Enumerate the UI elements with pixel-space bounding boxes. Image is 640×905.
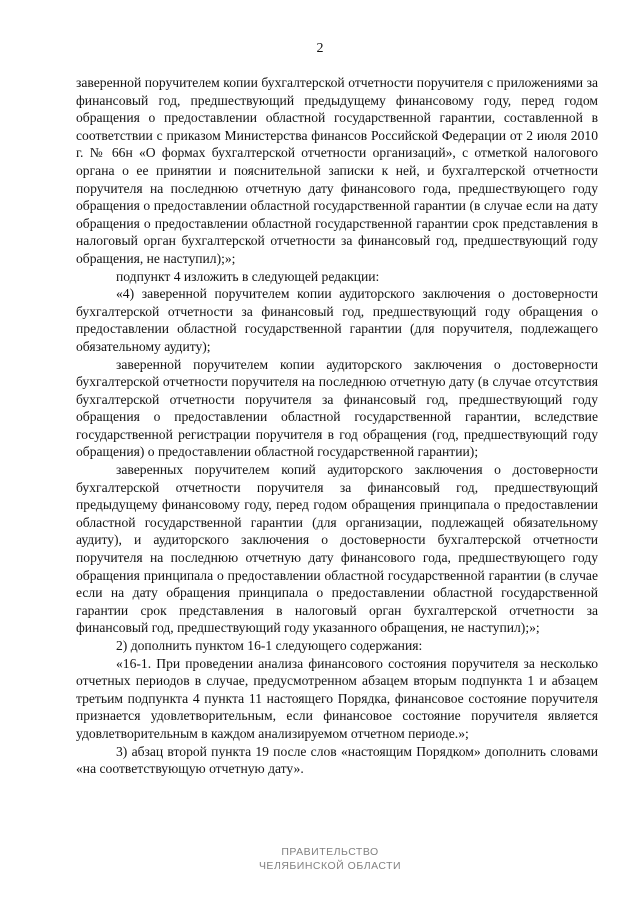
stamp-line-1: ПРАВИТЕЛЬСТВО	[281, 846, 379, 858]
paragraph-5: заверенных поручителем копий аудиторского заключения о достоверности бухгалтерской отчетности поручителя за финансовый год, предшествующий предыдущему финансовому году, перед годом обращения принципала о предоставлении областной государственной гарантии (для организации, подлежащей обязательному аудиту), и аудиторского заключения о достоверности бухгалтерской отчетности поручителя на последнюю отчетную дату финансового года, предшествующего году обращения принципала о предоставлении областной государственной гарантии (в случае если на дату обращения принципала о предоставлении областной государственной гарантии срок представления в налоговый орган бухгалтерской отчетности за финансовый год, предшествующий году указанного обращения, не наступил);»;	[76, 462, 598, 636]
paragraph-4: заверенной поручителем копии аудиторского заключения о достоверности бухгалтерской отчетности поручителя на последнюю отчетную дату (в случае отсутствия бухгалтерской отчетности поручителя за финансовый год, предшествующий году обращения о предоставлении областной государственной гарантии, вследствие государственной регистрации поручителя в год обращения (год, предшествующий году обращения) о предоставлении областной государственной гарантии);	[76, 356, 598, 460]
paragraph-2: подпункт 4 изложить в следующей редакции:	[116, 268, 380, 284]
paragraph-7: «16-1. При проведении анализа финансового состояния поручителя за несколько отчетных периодов в случае, предусмотренном абзацем вторым подпункта 1 и абзацем третьим подпункта 4 пункта 11 настоящего Порядка, финансовое состояние поручителя признается удовлетворительным, если финансовое состояние поручителя является удовлетворительным в каждом анализируемом отчетном периоде.»;	[76, 655, 598, 741]
paragraph-1: заверенной поручителем копии бухгалтерской отчетности поручителя с приложениями за финансовый год, предшествующий предыдущему финансовому году, перед годом обращения о предоставлении областной государственной гарантии, составленной в соответствии с приказом Министерства финансов Российской Федерации от 2 июля 2010 г. № 66н «О формах бухгалтерской отчетности организаций», с отметкой налогового органа о ее принятии и пояснительной записки к ней, и бухгалтерской отчетности поручителя на последнюю отчетную дату финансового года, предшествующего году обращения о предоставлении областной государственной гарантии (в случае если на дату обращения о предоставлении областной государственной гарантии срок представления в налоговый орган бухгалтерской отчетности за финансовый год, предшествующий году обращения, не наступил);»;	[76, 75, 598, 266]
stamp-line-2: ЧЕЛЯБИНСКОЙ ОБЛАСТИ	[258, 860, 402, 872]
page-number: 2	[316, 41, 324, 56]
document-body	[76, 74, 598, 778]
government-stamp	[200, 845, 460, 895]
paragraph-3: «4) заверенной поручителем копии аудиторского заключения о достоверности бухгалтерской отчетности за финансовый год, предшествующий году обращения о предоставлении областной государственной гарантии (для поручителя, подлежащего обязательному аудиту);	[76, 286, 598, 354]
paragraph-8: 3) абзац второй пункта 19 после слов «настоящим Порядком» дополнить словами «на соответствующую отчетную дату».	[76, 743, 598, 777]
paragraph-6: 2) дополнить пунктом 16-1 следующего содержания:	[116, 638, 423, 653]
